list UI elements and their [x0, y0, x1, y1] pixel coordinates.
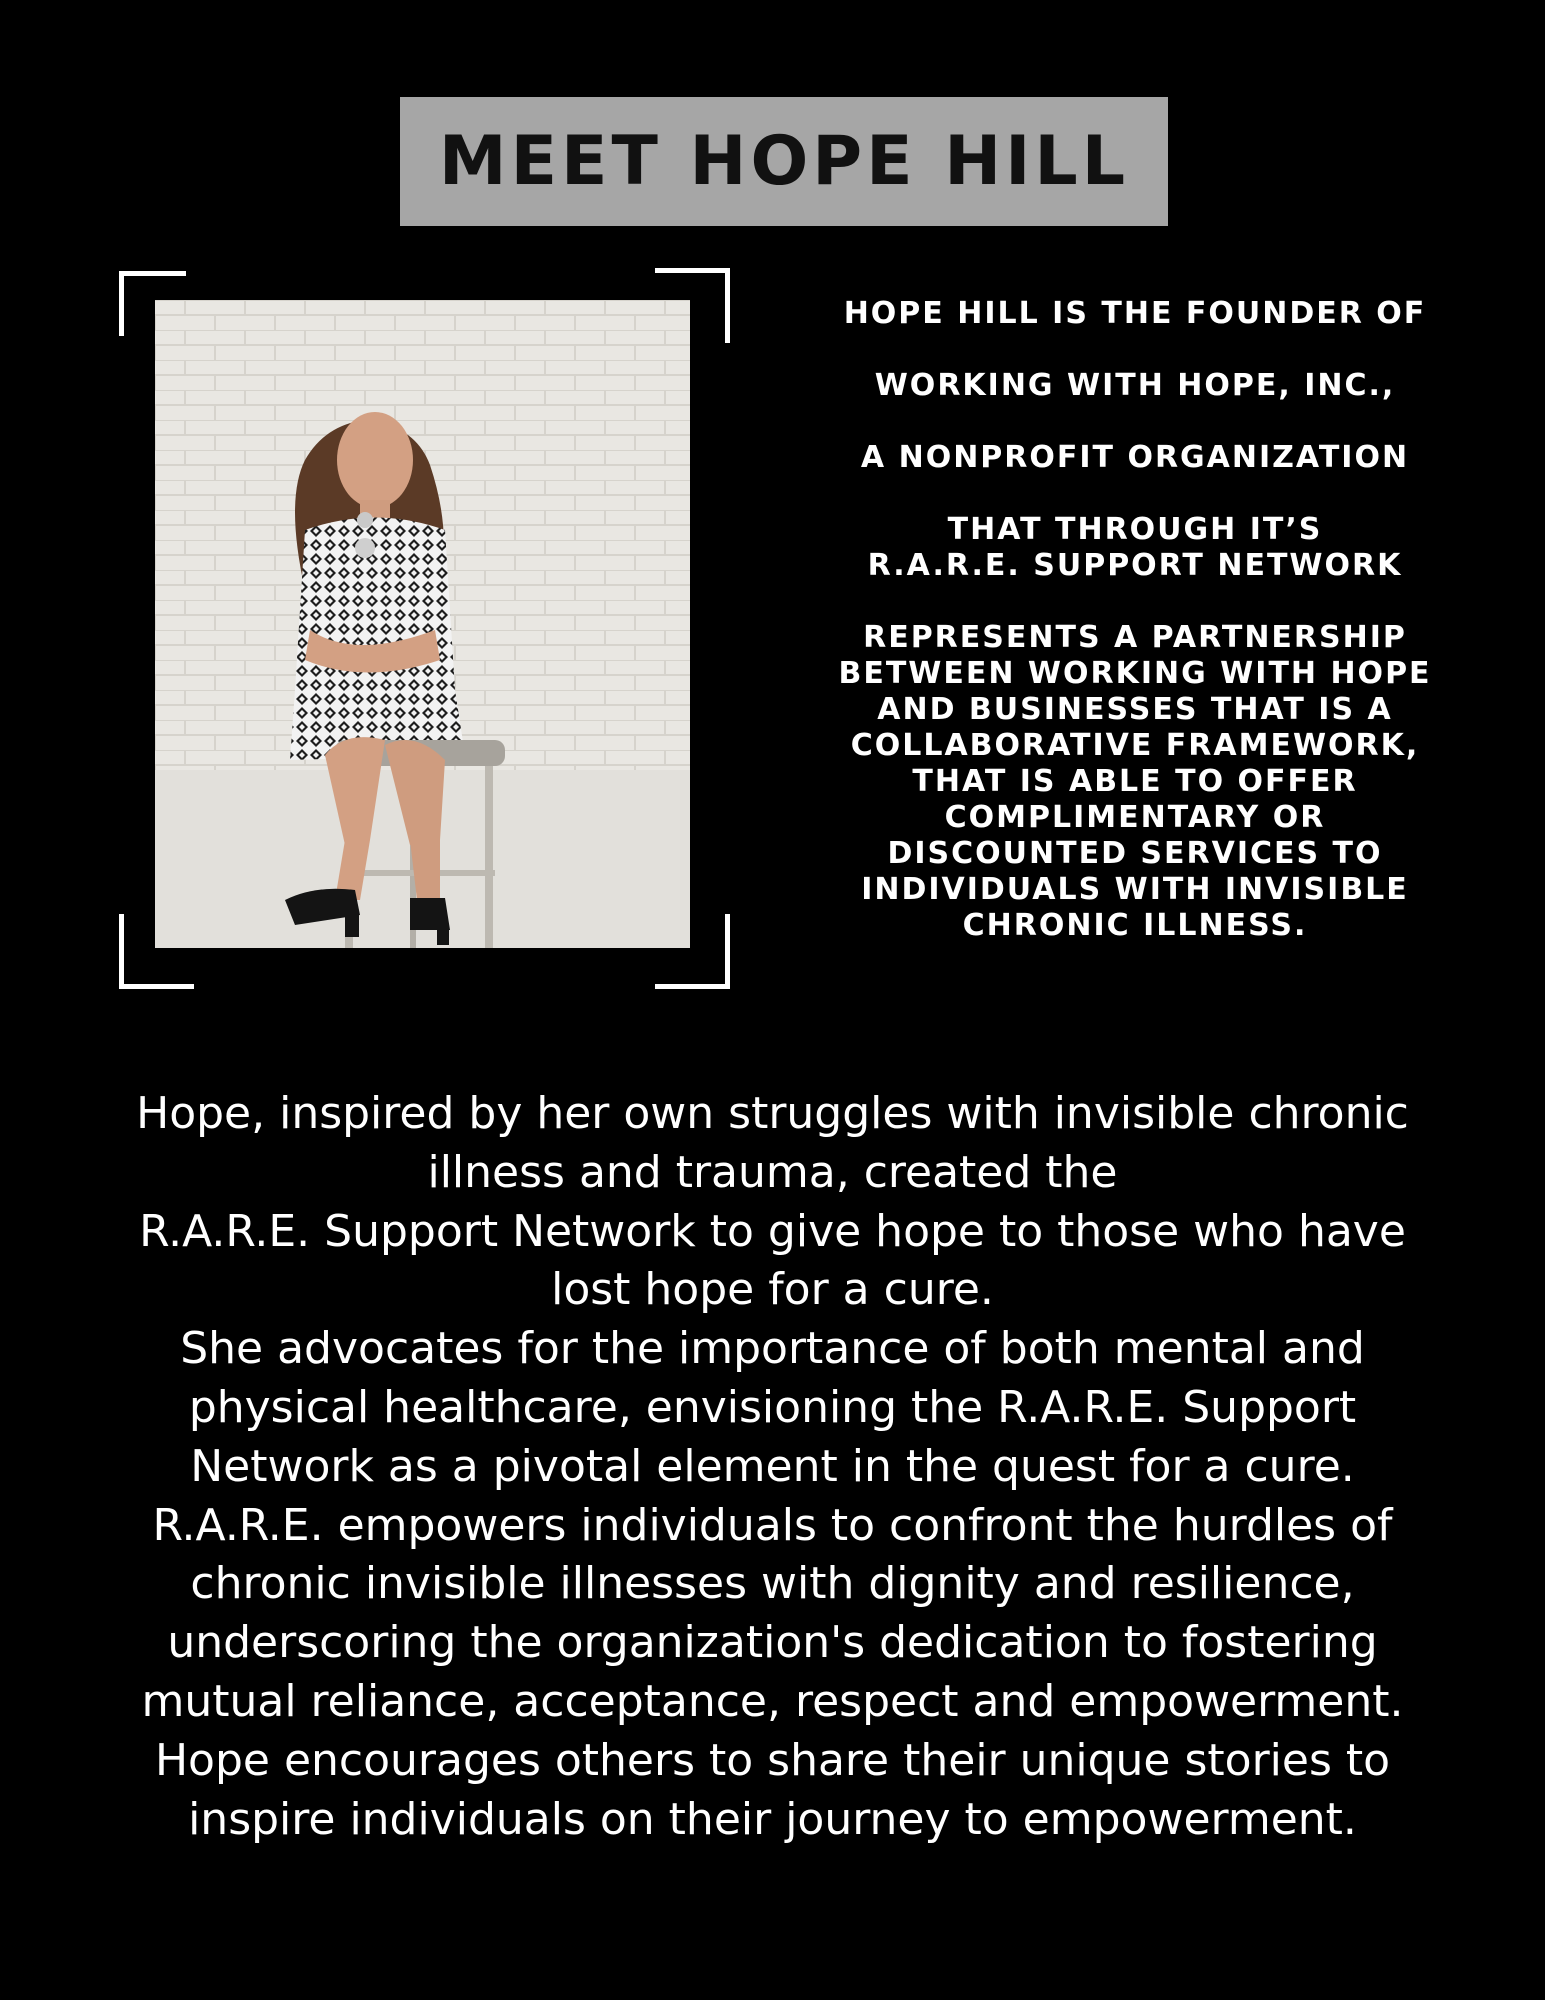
founder-line: WORKING WITH HOPE, INC.,	[874, 368, 1396, 403]
founder-line: DISCOUNTED SERVICES TO	[887, 836, 1383, 871]
page-title: MEET HOPE HILL	[438, 122, 1130, 201]
founder-line: COLLABORATIVE FRAMEWORK,	[850, 728, 1420, 763]
founder-line: HOPE HILL IS THE FOUNDER OF	[843, 296, 1427, 331]
title-banner	[400, 97, 1168, 226]
bio-line: R.A.R.E. empowers individuals to confront the hurdles of	[152, 1499, 1393, 1551]
bio-line: inspire individuals on their journey to empowerment.	[188, 1793, 1357, 1845]
founder-line: COMPLIMENTARY OR	[944, 800, 1326, 835]
bio-line: physical healthcare, envisioning the R.A.R.E. Support	[188, 1381, 1357, 1433]
founder-line: THAT IS ABLE TO OFFER	[912, 764, 1358, 799]
bio-line: She advocates for the importance of both mental and	[180, 1323, 1365, 1375]
bio-line: Hope encourages others to share their unique stories to	[154, 1734, 1391, 1786]
bio-line: lost hope for a cure.	[551, 1264, 994, 1316]
founder-line: CHRONIC ILLNESS.	[962, 908, 1308, 943]
bio-line: Network as a pivotal element in the quest for a cure.	[190, 1440, 1355, 1492]
founder-line: R.A.R.E. SUPPORT NETWORK	[867, 548, 1403, 583]
founder-line: AND BUSINESSES THAT IS A	[877, 692, 1393, 727]
bio-line: Hope, inspired by her own struggles with invisible chronic	[136, 1088, 1409, 1139]
founder-line: THAT THROUGH IT’S	[947, 512, 1323, 547]
bio-line: illness and trauma, created the	[427, 1146, 1118, 1198]
portrait-photo	[155, 300, 690, 948]
bio-line: underscoring the organization's dedication to fostering	[167, 1617, 1378, 1669]
founder-line: INDIVIDUALS WITH INVISIBLE	[861, 872, 1409, 907]
founder-line: REPRESENTS A PARTNERSHIP	[863, 620, 1407, 655]
bio-paragraph	[130, 1085, 1415, 1849]
bio-line: mutual reliance, acceptance, respect and empowerment.	[141, 1675, 1404, 1727]
bio-line: R.A.R.E. Support Network to give hope to those who have	[139, 1205, 1406, 1257]
bio-line: chronic invisible illnesses with dignity and resilience,	[190, 1558, 1355, 1610]
founder-line: A NONPROFIT ORGANIZATION	[860, 440, 1410, 475]
founder-description	[825, 296, 1445, 944]
founder-line: BETWEEN WORKING WITH HOPE	[838, 656, 1432, 691]
